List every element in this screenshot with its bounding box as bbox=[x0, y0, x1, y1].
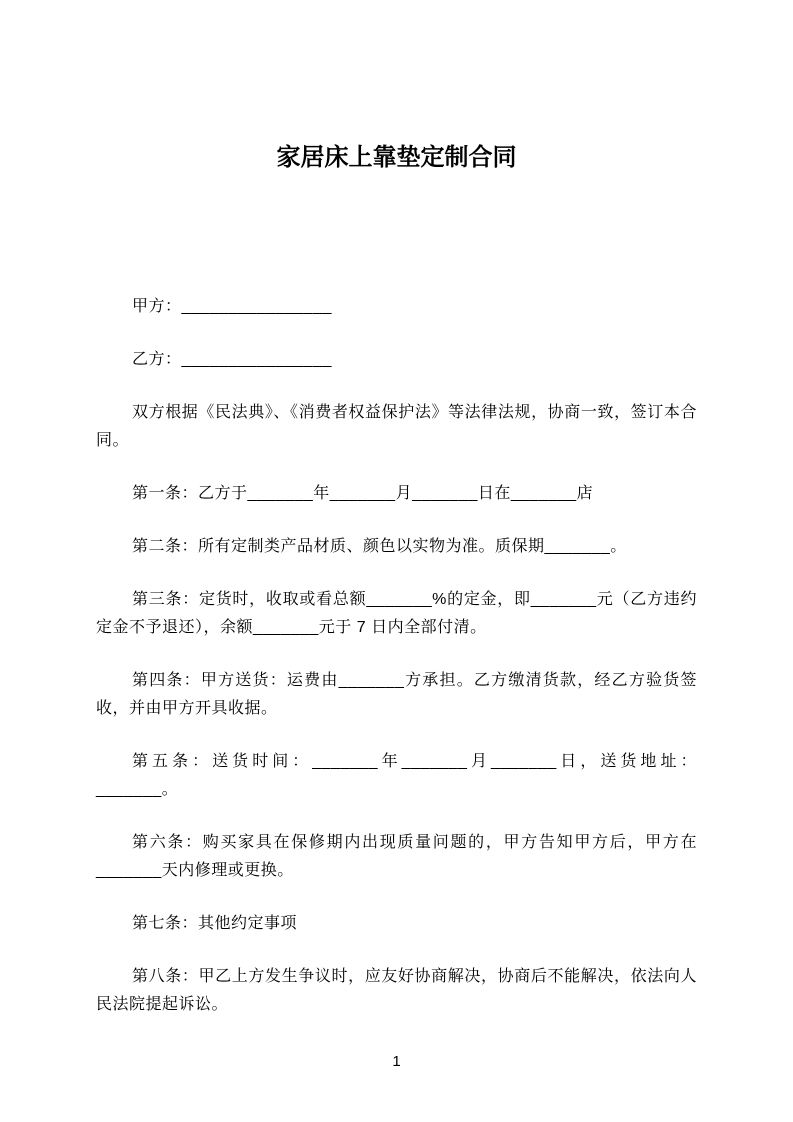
article-2: 第二条：所有定制类产品材质、颜色以实物为准。质保期_______。 bbox=[132, 538, 627, 555]
article-8: 第八条：甲乙上方发生争议时，应友好协商解决，协商后不能解决，依法向人民法院提起诉讼。 bbox=[96, 968, 697, 1013]
preamble-paragraph: 双方根据《民法典》、《消费者权益保护法》等法律法规，协商一致，签订本合同。 bbox=[96, 404, 697, 449]
article-4: 第四条：甲方送货：运费由_______方承担。乙方缴清货款，经乙方验货签收，并由甲方开具收据。 bbox=[96, 672, 697, 717]
article-3: 第三条：定货时，收取或看总额_______%的定金，即_______元（乙方违约定金不予退还），余额_______元于 7 日内全部付清。 bbox=[96, 591, 697, 636]
page-number: 1 bbox=[392, 1053, 401, 1070]
article-6: 第六条：购买家具在保修期内出现质量问题的，甲方告知甲方后，甲方在_______天内修理或更换。 bbox=[96, 834, 697, 879]
party-line-jiafang: 甲方：________________ bbox=[132, 298, 332, 315]
document-title: 家居床上靠垫定制合同 bbox=[276, 144, 517, 171]
article-1: 第一条：乙方于_______年_______月_______日在_______店 bbox=[132, 485, 594, 502]
party-line-yifang: 乙方：________________ bbox=[132, 351, 332, 368]
article-5: 第五条：送货时间：_______年_______月_______日，送货地址：_______。 bbox=[96, 753, 697, 798]
article-7: 第七条：其他约定事项 bbox=[132, 915, 298, 932]
